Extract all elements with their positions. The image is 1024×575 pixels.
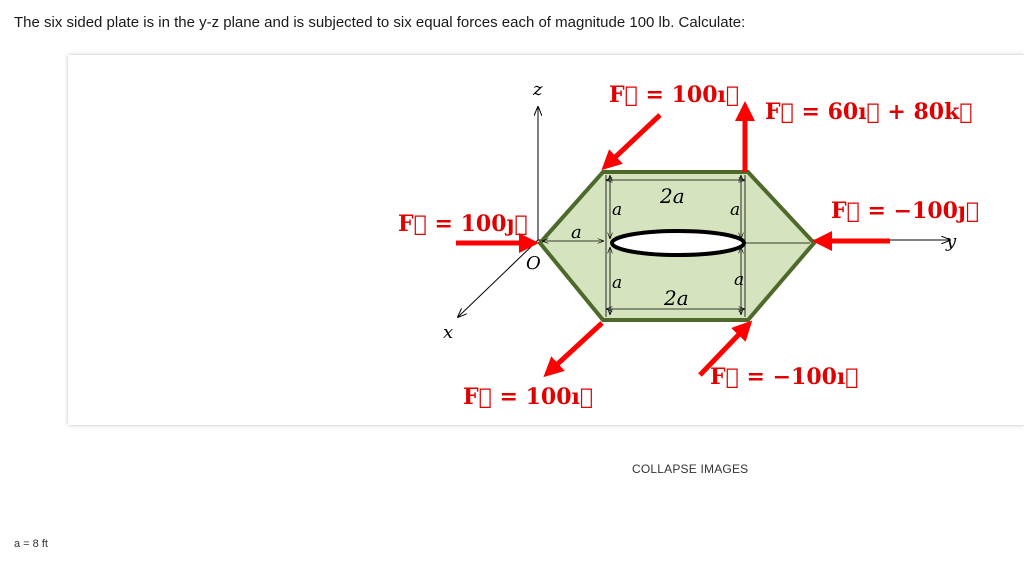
force-label-right: F⃗ = −100ȷ⃗ [831,198,980,224]
dim-mid-left-a: a [571,222,582,243]
figure-image [68,55,1024,425]
force-label-top: F⃗ = 100ı⃗ [609,82,740,108]
y-axis-label: y [946,231,957,252]
force-label-top-right: F⃗ = 60ı⃗ + 80k⃗ [765,99,973,125]
x-axis-label: x [443,322,454,343]
x-axis [458,240,538,317]
dim-right-top-a: a [730,200,741,220]
z-axis-label: z [533,79,543,100]
force-label-bottom-right: F⃗ = −100ı⃗ [710,364,859,390]
dim-bottom-2a: 2a [664,286,689,310]
dim-top-2a: 2a [660,184,685,208]
dim-left-bottom-a: a [612,273,623,293]
force-label-bottom-left: F⃗ = 100ı⃗ [463,384,594,410]
force-arrow-top [608,115,660,164]
dim-left-top-a: a [612,200,623,220]
collapse-images-button[interactable]: COLLAPSE IMAGES [632,462,749,476]
plate-diagram [68,55,1024,425]
force-arrow-bottom-left [550,323,602,371]
dim-right-bottom-a: a [734,270,745,290]
origin-label: O [526,253,541,274]
given-value: a = 8 ft [14,538,48,550]
question-text: The six sided plate is in the y-z plane and is subjected to six equal forces each of magnitude 100 lb. Calculate: [14,14,746,31]
force-label-left: F⃗ = 100ȷ⃗ [398,211,528,237]
plate-hole [612,231,744,255]
